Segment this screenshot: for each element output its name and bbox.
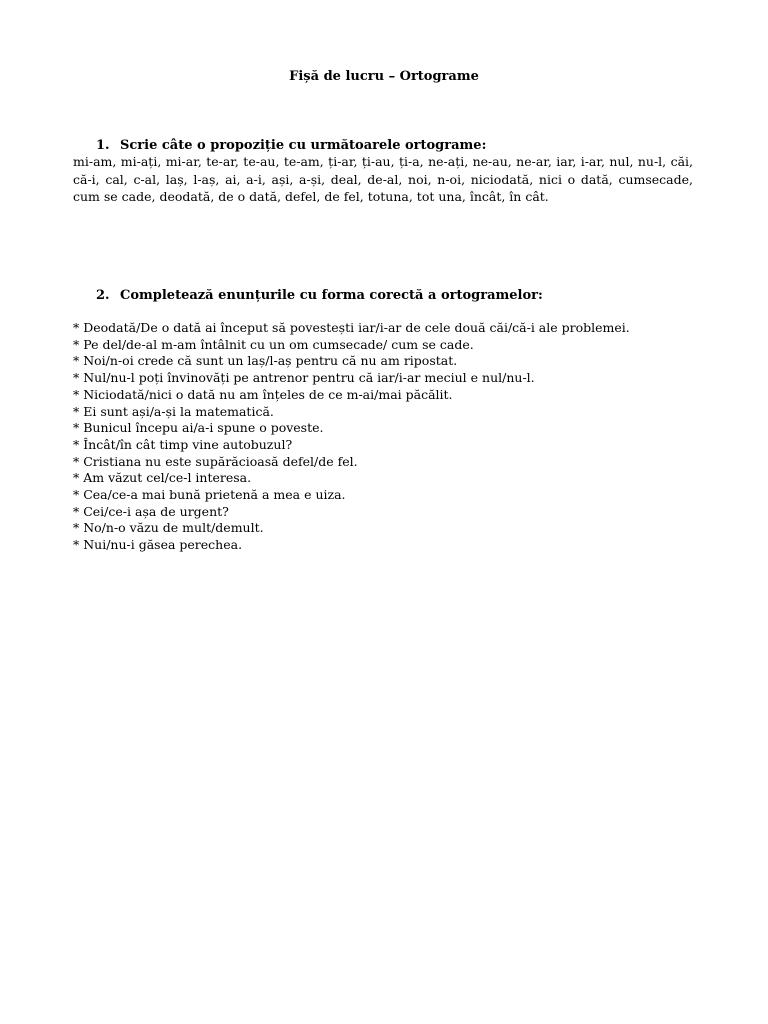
exercise-1-number: 1. [96, 138, 110, 153]
list-item: * Cei/ce-i așa de urgent? [73, 503, 229, 519]
page-title: Fișă de lucru – Ortograme [289, 69, 479, 84]
list-item: * Cristiana nu este supărăcioasă defel/de fel. [73, 453, 358, 469]
list-item: * Ei sunt ași/a-și la matematică. [73, 403, 274, 419]
exercise-2-sentence-list [73, 320, 693, 554]
list-item: * Încât/în cât timp vine autobuzul? [73, 436, 293, 452]
exercise-1-heading [96, 137, 486, 154]
list-item: * Pe del/de-al m-am întâlnit cu un om cumsecade/ cum se cade. [73, 336, 474, 352]
list-item: * Deodată/De o dată ai început să povestești iar/i-ar de cele două căi/că-i ale problemei. [73, 320, 630, 335]
list-item: * Nul/nu-l poți învinovăți pe antrenor pentru că iar/i-ar meciul e nul/nu-l. [73, 370, 535, 386]
list-item: * Niciodată/nici o dată nu am înțeles de ce m-ai/mai păcălit. [73, 386, 453, 402]
ortograme-list-paragraph: mi-am, mi-ați, mi-ar, te-ar, te-au, te-am, ți-ar, ți-au, ți-a, ne-ați, ne-au, ne-ar, iar, i-ar, nul, nu-l, căi, că-i, cal, c-al, laș, l-aș, ai, a-i, ași, a-și, deal, de-al, noi, n-oi, niciodată, nici o dată, cumsecade, cum se cade, deodată, de o dată, defel, de fel, totuna, tot una, încât, în cât. [73, 154, 693, 204]
list-item: * Am văzut cel/ce-l interesa. [73, 470, 252, 486]
list-item: * Bunicul începu ai/a-i spune o poveste. [73, 420, 324, 436]
exercise-2-number: 2. [96, 288, 110, 303]
list-item: * Noi/n-oi crede că sunt un laș/l-aș pentru că nu am ripostat. [73, 353, 458, 369]
exercise-1-heading-text: Scrie câte o propoziție cu următoarele ortograme: [120, 138, 487, 153]
exercise-2-heading-text: Completează enunțurile cu forma corectă a ortogramelor: [120, 288, 543, 303]
list-item: * Nui/nu-i găsea perechea. [73, 537, 243, 553]
list-item: * Cea/ce-a mai bună prietenă a mea e uiza. [73, 487, 346, 503]
list-item: * No/n-o văzu de mult/demult. [73, 520, 264, 536]
exercise-2-heading [96, 287, 543, 304]
